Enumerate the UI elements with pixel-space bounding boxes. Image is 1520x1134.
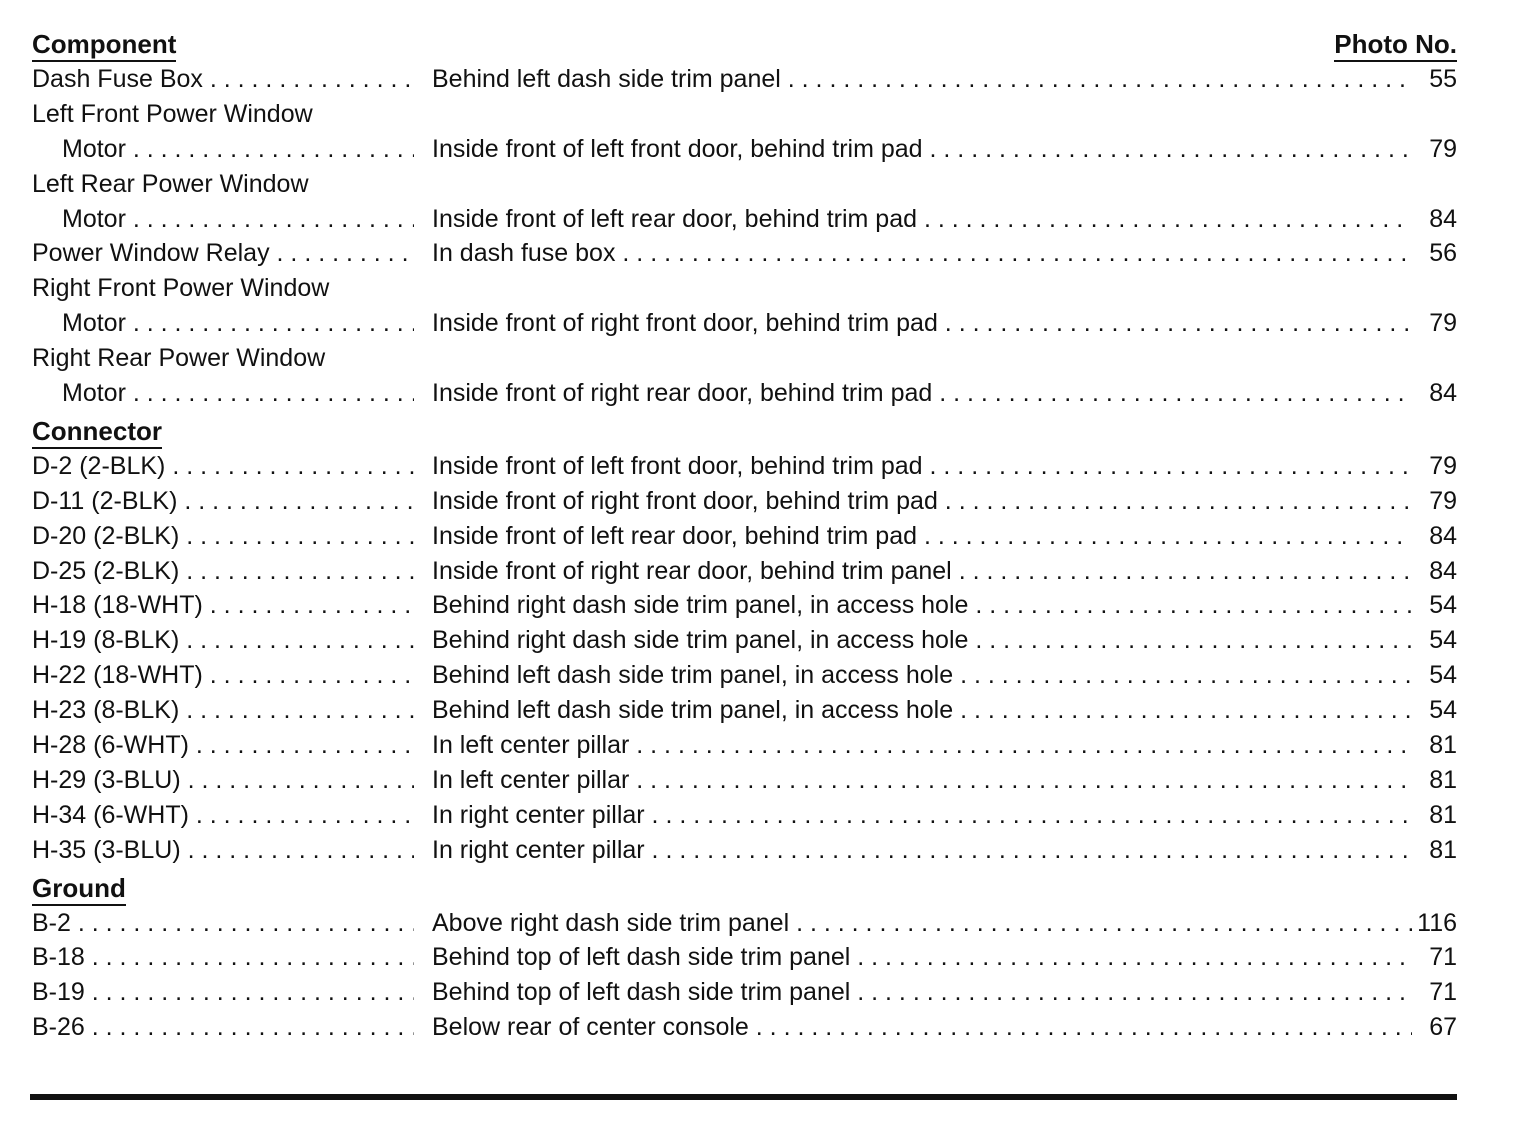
- photo-number: 56: [1412, 236, 1457, 271]
- connector-name: D-25 (2-BLK) . . .: [32, 554, 414, 589]
- ground-name: B-19 . . .: [32, 975, 414, 1010]
- photo-number: 84: [1412, 519, 1457, 554]
- photo-number: 79: [1412, 132, 1457, 167]
- table-row: [32, 376, 1457, 411]
- ground-location: Below rear of center console . . .: [432, 1010, 1457, 1045]
- photo-no-heading: Photo No.: [1334, 29, 1457, 62]
- connector-location: In right center pillar . . .: [432, 798, 1457, 833]
- component-location: Inside front of left front door, behind trim pad . . .: [432, 132, 1457, 167]
- table-row: [32, 658, 1457, 693]
- table-row: [32, 798, 1457, 833]
- table-row: [32, 693, 1457, 728]
- connector-location: Inside front of left rear door, behind trim pad . . .: [432, 519, 1457, 554]
- component-name-line1: Right Front Power Window: [32, 274, 330, 303]
- photo-number: 55: [1412, 62, 1457, 97]
- table-row: [32, 306, 1457, 341]
- connector-name: H-34 (6-WHT) . . .: [32, 798, 414, 833]
- connector-name: H-35 (3-BLU) . . .: [32, 833, 414, 868]
- photo-number: 79: [1412, 306, 1457, 341]
- ground-heading: Ground: [32, 873, 126, 906]
- ground-name: B-2 . . .: [32, 906, 414, 941]
- bottom-rule-divider: [30, 1094, 1457, 1100]
- component-name-line1: Left Rear Power Window: [32, 169, 309, 198]
- table-row: [32, 588, 1457, 623]
- table-row-name-line: [32, 167, 1457, 202]
- table-row-name-line: [32, 97, 1457, 132]
- connector-name: H-22 (18-WHT) . . .: [32, 658, 414, 693]
- connector-location: Inside front of left front door, behind trim pad . . .: [432, 449, 1457, 484]
- component-name: Motor . . .: [62, 132, 414, 167]
- component-name: Motor . . .: [62, 306, 414, 341]
- component-name: Motor . . .: [62, 376, 414, 411]
- connector-name: D-20 (2-BLK) . . .: [32, 519, 414, 554]
- photo-number: 116: [1412, 906, 1457, 941]
- photo-number: 71: [1412, 940, 1457, 975]
- connector-name: H-18 (18-WHT) . . .: [32, 588, 414, 623]
- table-row: [32, 449, 1457, 484]
- component-location: Behind left dash side trim panel . . .: [432, 62, 1457, 97]
- photo-number: 84: [1412, 202, 1457, 237]
- component-header-row: [32, 24, 1457, 62]
- component-location: Inside front of left rear door, behind trim pad . . .: [432, 202, 1457, 237]
- photo-number: 79: [1412, 449, 1457, 484]
- table-row-name-line: [32, 271, 1457, 306]
- connector-name: H-19 (8-BLK) . . .: [32, 623, 414, 658]
- photo-number: 81: [1412, 798, 1457, 833]
- ground-location: Behind top of left dash side trim panel . . .: [432, 975, 1457, 1010]
- connector-location: Behind left dash side trim panel, in access hole . . .: [432, 658, 1457, 693]
- table-row: [32, 623, 1457, 658]
- connector-name: D-11 (2-BLK) . . .: [32, 484, 414, 519]
- ground-name: B-26 . . .: [32, 1010, 414, 1045]
- component-name-line1: Left Front Power Window: [32, 99, 313, 128]
- photo-number: 54: [1412, 623, 1457, 658]
- table-row: [32, 1010, 1457, 1045]
- table-row: [32, 484, 1457, 519]
- connector-location: In right center pillar . . .: [432, 833, 1457, 868]
- table-row: [32, 62, 1457, 97]
- component-location: Inside front of right rear door, behind trim pad . . .: [432, 376, 1457, 411]
- component-locator-index: [32, 24, 1457, 1045]
- table-row: [32, 519, 1457, 554]
- component-name: Power Window Relay . . .: [32, 236, 414, 271]
- photo-number: 54: [1412, 693, 1457, 728]
- table-row: [32, 554, 1457, 589]
- ground-location: Behind top of left dash side trim panel . . .: [432, 940, 1457, 975]
- ground-list: [32, 906, 1457, 1046]
- connector-location: In left center pillar . . .: [432, 763, 1457, 798]
- connector-location: Behind right dash side trim panel, in access hole . . .: [432, 623, 1457, 658]
- photo-number: 81: [1412, 833, 1457, 868]
- table-row: [32, 728, 1457, 763]
- photo-number: 54: [1412, 658, 1457, 693]
- photo-number: 67: [1412, 1010, 1457, 1045]
- photo-number: 79: [1412, 484, 1457, 519]
- table-row: [32, 132, 1457, 167]
- table-row: [32, 906, 1457, 941]
- photo-number: 81: [1412, 763, 1457, 798]
- photo-number: 84: [1412, 376, 1457, 411]
- table-row: [32, 202, 1457, 237]
- component-heading: Component: [32, 29, 176, 62]
- table-row-name-line: [32, 341, 1457, 376]
- table-row: [32, 763, 1457, 798]
- component-name: Dash Fuse Box . . .: [32, 62, 414, 97]
- ground-location: Above right dash side trim panel . . .: [432, 906, 1457, 941]
- connector-name: H-23 (8-BLK) . . .: [32, 693, 414, 728]
- photo-number: 81: [1412, 728, 1457, 763]
- component-name: Motor . . .: [62, 202, 414, 237]
- component-name-line1: Right Rear Power Window: [32, 344, 326, 373]
- component-location: Inside front of right front door, behind trim pad . . .: [432, 306, 1457, 341]
- table-row: [32, 975, 1457, 1010]
- ground-header-row: [32, 868, 1457, 906]
- connector-list: [32, 449, 1457, 868]
- photo-number: 84: [1412, 554, 1457, 589]
- photo-number: 71: [1412, 975, 1457, 1010]
- connector-heading: Connector: [32, 416, 162, 449]
- connector-name: H-29 (3-BLU) . . .: [32, 763, 414, 798]
- connector-name: D-2 (2-BLK) . . .: [32, 449, 414, 484]
- table-row: [32, 236, 1457, 271]
- connector-header-row: [32, 411, 1457, 449]
- connector-location: In left center pillar . . .: [432, 728, 1457, 763]
- table-row: [32, 833, 1457, 868]
- ground-name: B-18 . . .: [32, 940, 414, 975]
- component-location: In dash fuse box . . .: [432, 236, 1457, 271]
- photo-number: 54: [1412, 588, 1457, 623]
- table-row: [32, 940, 1457, 975]
- connector-location: Inside front of right front door, behind trim pad . . .: [432, 484, 1457, 519]
- connector-location: Inside front of right rear door, behind trim panel . . .: [432, 554, 1457, 589]
- connector-location: Behind left dash side trim panel, in access hole . . .: [432, 693, 1457, 728]
- connector-name: H-28 (6-WHT) . . .: [32, 728, 414, 763]
- connector-location: Behind right dash side trim panel, in access hole . . .: [432, 588, 1457, 623]
